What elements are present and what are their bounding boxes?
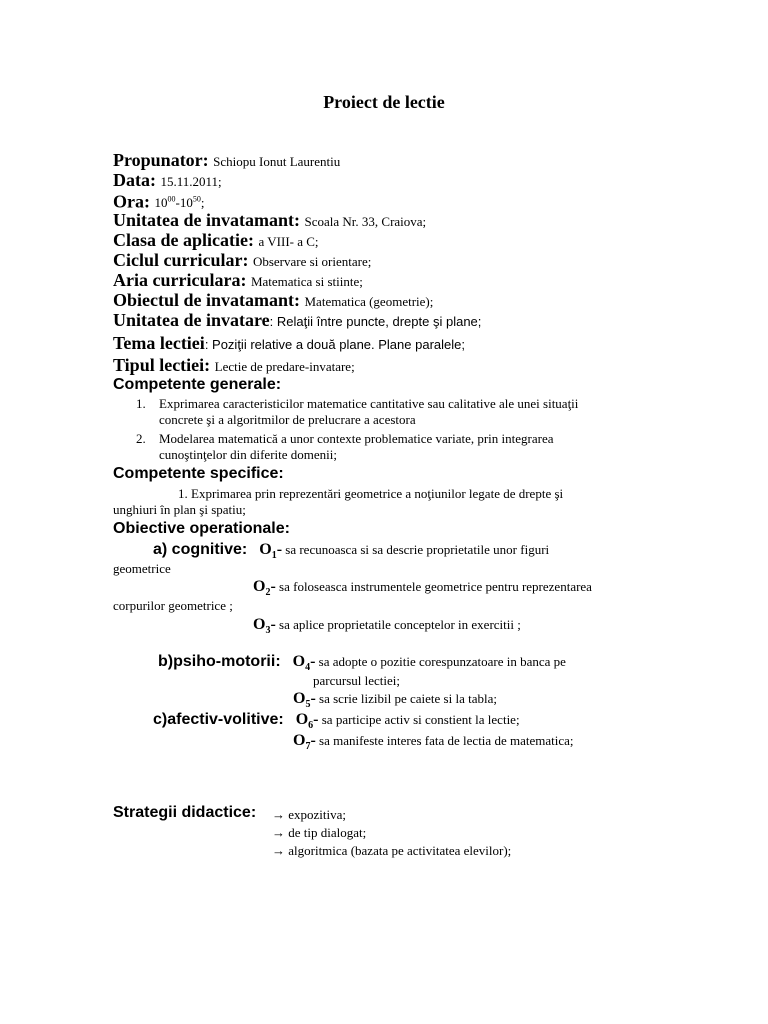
objective-number: 2 [265, 587, 271, 599]
field-unitatea-invatamant [113, 210, 426, 232]
objective-letter: O [292, 653, 306, 670]
objective-letter: O [295, 711, 309, 728]
field-tema [113, 333, 465, 355]
list-item-text-cont: concrete şi a algoritmilor de prelucrare a acestora [159, 412, 416, 427]
objective-o6 [153, 711, 520, 731]
objective-text: sa foloseasca instrumentele geometrice pentru reprezentarea [275, 579, 592, 594]
field-label: Unitatea de invatare [113, 310, 270, 330]
objective-code: $O_5-$ [293, 690, 316, 711]
field-value: Schiopu Ionut Laurentiu [213, 154, 341, 169]
field-label: Ciclul curricular: [113, 250, 249, 270]
strategy-item: → expozitiva; [272, 807, 347, 822]
field-ciclul [113, 250, 371, 272]
objective-text: sa adopte o pozitie corespunzatoare in banca pe [315, 654, 566, 669]
section-heading-obiective: Obiective operationale: [113, 520, 290, 537]
page-title: Proiect de lectie [323, 92, 445, 112]
objective-code: $O_7-$ [293, 732, 316, 753]
field-label: Ora: [113, 191, 150, 212]
objective-text-cont: geometrice [113, 561, 171, 576]
objective-text-cont: corpurilor geometrice ; [113, 598, 233, 613]
ora-sep: -10 [175, 195, 193, 211]
list-item-text: Modelarea matematică a unor contexte problematice variate, prin integrarea [159, 431, 554, 446]
field-tipul [113, 355, 355, 377]
objective-category-afectiv-volitive: c)afectiv-volitive: [153, 711, 284, 728]
list-item-text: Exprimarea caracteristicilor matematice cantitative sau calitative ale unei situaţii [159, 396, 579, 411]
field-label: Data: [113, 170, 156, 190]
list-item-number: 2. [136, 431, 146, 446]
objective-text: sa participe activ si constient la lectie; [318, 712, 520, 727]
section-heading-competente-generale: Competente generale: [113, 376, 282, 393]
objective-letter: O [253, 616, 266, 633]
field-value: : Relaţii între puncte, drepte şi plane; [269, 314, 482, 329]
objective-code: $O_2-$ [253, 578, 276, 599]
section-heading-competente-specifice: Competente specifice: [113, 465, 284, 482]
field-value: : Poziţii relative a două plane. Plane paralele; [204, 337, 465, 352]
field-label: Tipul lectiei: [113, 355, 211, 375]
field-data [113, 170, 222, 192]
field-aria [113, 270, 363, 292]
list-item-number: 1. [136, 396, 146, 411]
field-obiectul [113, 290, 433, 312]
section-heading-strategii: Strategii didactice: [113, 804, 257, 821]
objective-category-psiho-motorii: b)psiho-motorii: [158, 653, 281, 670]
objective-code: $O_3-$ [253, 616, 276, 637]
objective-o5 [293, 690, 497, 710]
objective-number: 1 [271, 550, 277, 562]
strategy-item: → algoritmica (bazata pe activitatea elevilor); [272, 843, 512, 858]
field-clasa [113, 230, 319, 252]
field-value: a VIII- a C; [258, 234, 319, 249]
field-value: Observare si orientare; [252, 254, 372, 269]
ora-end: ; [200, 195, 205, 211]
objective-o2 [253, 578, 592, 598]
objective-letter: O [253, 578, 266, 595]
field-value: Scoala Nr. 33, Craiova; [304, 214, 427, 229]
competenta-specifica-text-cont: unghiuri în plan şi spatiu; [113, 502, 246, 517]
objective-letter: O [293, 732, 306, 749]
ora-start-sup: 00 [167, 195, 176, 204]
field-label: Clasa de aplicatie: [113, 230, 254, 250]
field-value [154, 195, 204, 210]
field-label: Propunator: [113, 150, 209, 170]
field-propunator [113, 150, 340, 172]
objective-text: sa aplice proprietatile conceptelor in exercitii ; [275, 617, 521, 632]
field-label: Tema lectiei [113, 333, 205, 353]
objective-number: 4 [305, 662, 311, 674]
objective-number: 5 [305, 699, 311, 711]
field-value: Matematica (geometrie); [304, 294, 434, 309]
field-label: Unitatea de invatamant: [113, 210, 300, 230]
competenta-specifica-text: 1. Exprimarea prin reprezentări geometrice a noţiunilor legate de drepte şi [178, 486, 564, 501]
objective-text: sa manifeste interes fata de lectia de matematica; [315, 733, 574, 748]
list-item-text-cont: cunoştinţelor din diferite domenii; [159, 447, 337, 462]
objective-code: $O_6-$ [295, 711, 319, 732]
objective-o3 [253, 616, 521, 636]
field-value: Lectie de predare-invatare; [214, 359, 355, 374]
field-value: 15.11.2011; [160, 174, 222, 189]
objective-number: 6 [308, 720, 314, 732]
objective-o1 [153, 541, 549, 561]
objective-text: sa scrie lizibil pe caiete si la tabla; [315, 691, 497, 706]
objective-text: sa recunoasca si sa descrie proprietatile unor figuri [282, 542, 550, 557]
field-label: Aria curriculara: [113, 270, 247, 290]
objective-number: 3 [265, 625, 271, 637]
field-label: Obiectul de invatamant: [113, 290, 300, 310]
objective-code: $O_1-$ [259, 541, 283, 562]
objective-number: 7 [305, 741, 311, 753]
objective-category-cognitive: a) cognitive: [153, 541, 248, 558]
objective-letter: O [259, 541, 272, 558]
objective-text-cont: parcursul lectiei; [313, 673, 400, 688]
ora-start: 10 [154, 195, 168, 211]
objective-letter: O [293, 690, 306, 707]
ora-end-sup: 50 [192, 195, 201, 204]
field-unitatea-invatare [113, 310, 481, 332]
objective-code: $O_4-$ [292, 653, 316, 674]
strategy-item: → de tip dialogat; [272, 825, 367, 840]
field-value: Matematica si stiinte; [250, 274, 363, 289]
objective-o7 [293, 732, 573, 752]
objective-o4 [158, 653, 566, 673]
